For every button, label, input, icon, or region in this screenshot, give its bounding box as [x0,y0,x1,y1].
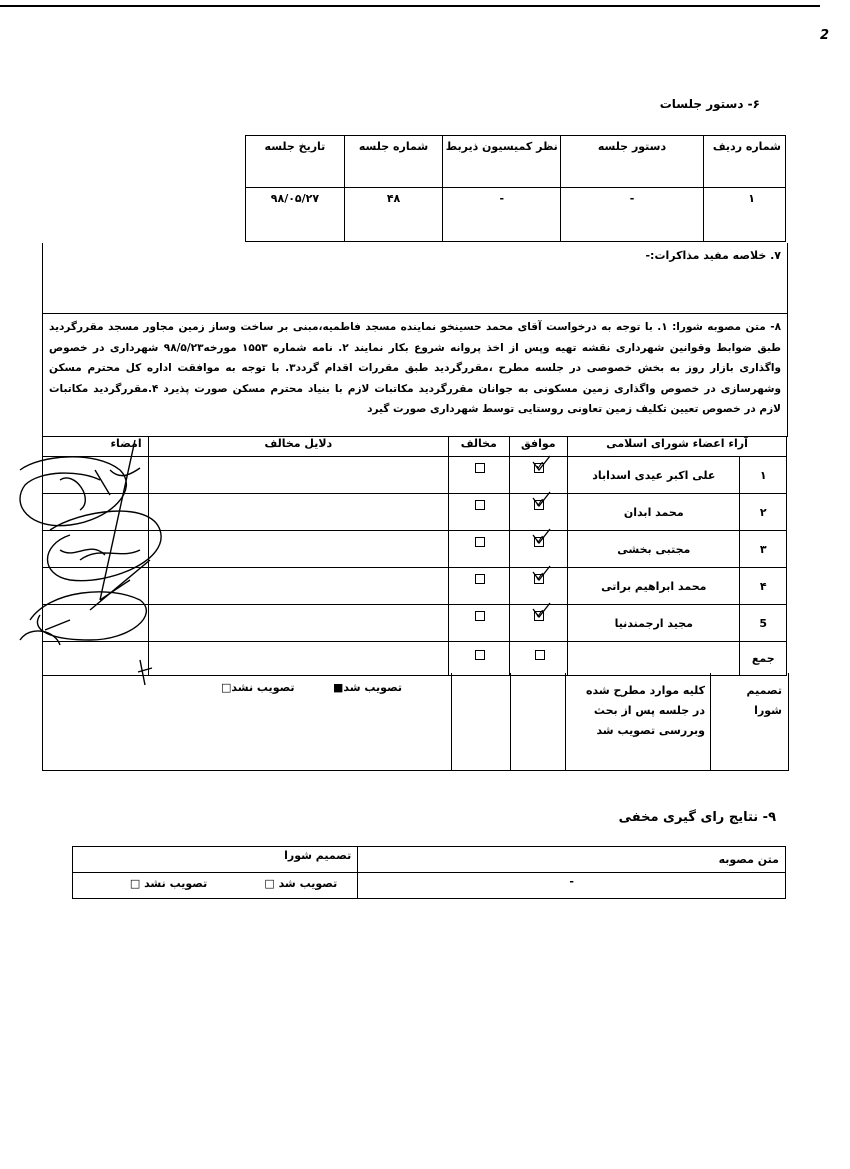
member-oppose-cell [449,457,510,494]
cell-council-decision [73,873,358,899]
member-number: ۳ [740,531,787,568]
member-agree-cell [509,605,568,642]
member-signature-cell [43,494,149,531]
total-name-cell [568,642,740,676]
cell-agenda: - [561,188,703,242]
member-signature-cell [43,568,149,605]
section8-text: ۸- متن مصوبه شورا: ۱. با توجه به درخواست آقای محمد حسینخو نماینده مسجد فاطمیه،مبنی بر ساخت وساز زمین مجاور مسجد مقررگردید طبق ضوابط وقوانین شهرداری نقشه تهیه وپس از اخذ پروانه شروع بکار نمایند ۲. نامه شماره ۱۵۵۳ مورخه۹۸/۵/۲۳ شهرداری در خصوص واگذاری بازار روز به بخش خصوصی در جلسه مطرح ،مقررگردید طبق مقررات اقدام گردد۳. با توجه به موافقت اداره کل محترم مسکن وشهرسازی در خصوص واگذاری زمین مسکونی به جوانان مقررگردید مکاتبات لازم با بنیاد محترم مسکن صورت پذیرد ۴.مقررگردید مکاتبات لازم در خصوص تعیین تکلیف زمین تعاونی روستایی توسط شهرداری صورت گیرد [42,314,788,437]
member-row [43,457,787,494]
decision-approved-label: تصویب شد■ [333,681,403,694]
header-row-number: شماره ردیف [703,136,785,188]
member-oppose-cell [449,605,510,642]
check-icon: ✓ [534,607,546,622]
page-mark: 2 [820,28,830,43]
section7-title: ۷. خلاصه مفید مذاکرات:- [645,249,781,262]
member-agree-cell [509,494,568,531]
member-oppose-cell [449,531,510,568]
header-reasons: دلایل مخالف [148,437,448,457]
header-commission: نظر کمیسیون ذیربط [443,136,561,188]
section9-title: ۹- نتایج رای گیری مخفی [618,810,776,825]
decision-text: کلیه موارد مطرح شده در جلسه پس از بحث وبررسی تصویب شد [586,684,705,737]
section7-box [42,243,788,314]
member-signature-cell [43,531,149,568]
member-signature-cell [43,457,149,494]
total-signature-cell [43,642,149,676]
total-agree-checkbox[interactable] [535,650,545,660]
oppose-checkbox[interactable] [475,611,485,621]
rejected-checkbox-icon[interactable]: □ [221,681,232,694]
member-number: 5 [740,605,787,642]
header-oppose: مخالف [449,437,510,457]
check-icon: ✓ [534,533,546,548]
approved-checkbox-icon[interactable]: ■ [333,681,344,694]
agenda-table [245,135,786,242]
secret-approved-label: تصویب شد □ [264,877,338,890]
member-signature-cell [43,605,149,642]
oppose-checkbox[interactable] [475,574,485,584]
decision-rejected-label: تصویب نشد□ [221,681,295,694]
member-reasons-cell [148,605,448,642]
header-signature: امضاء [43,437,149,457]
cell-session-date: ۹۸/۰۵/۲۷ [246,188,345,242]
member-number: ۱ [740,457,787,494]
member-name: محمد ابراهیم براتی [568,568,740,605]
member-name: مجید ارجمندنیا [568,605,740,642]
member-agree-cell [509,457,568,494]
header-council-decision: تصمیم شورا [73,847,358,873]
member-row [43,531,787,568]
header-agenda: دستور جلسه [561,136,703,188]
decision-divider-3 [510,673,511,770]
cell-session-number: ۴۸ [344,188,442,242]
member-oppose-cell [449,494,510,531]
secret-rejected-label: تصویب نشد □ [129,877,208,890]
decision-divider-4 [451,673,452,770]
header-members: آراء اعضاء شورای اسلامی [568,437,787,457]
header-session-date: تاریخ جلسه [246,136,345,188]
total-row [43,642,787,676]
check-icon: ✓ [534,496,546,511]
member-row [43,568,787,605]
member-row [43,605,787,642]
decision-divider-2 [565,673,566,770]
header-resolution-text: متن مصوبه [358,847,786,873]
oppose-checkbox[interactable] [475,463,485,473]
total-oppose-cell [449,642,510,676]
header-session-number: شماره جلسه [344,136,442,188]
total-oppose-checkbox[interactable] [475,650,485,660]
member-reasons-cell [148,494,448,531]
cell-row-number: ۱ [703,188,785,242]
member-name: محمد ابدان [568,494,740,531]
secret-approved-checkbox-icon[interactable]: □ [264,877,275,890]
check-icon: ✓ [534,570,546,585]
header-agree: موافق [509,437,568,457]
total-reasons-cell [148,642,448,676]
member-number: ۲ [740,494,787,531]
total-label: جمع [740,642,787,676]
member-row [43,494,787,531]
member-reasons-cell [148,568,448,605]
member-oppose-cell [449,568,510,605]
section6-title: ۶- دستور جلسات [659,97,760,111]
member-agree-cell [509,531,568,568]
check-icon: ✓ [534,459,546,474]
decision-divider-1 [710,673,711,770]
member-name: علی اکبر عیدی اسداباد [568,457,740,494]
secret-vote-table [72,846,786,899]
member-agree-cell [509,568,568,605]
member-number: ۴ [740,568,787,605]
secret-rejected-checkbox-icon[interactable]: □ [129,877,141,890]
decision-label: تصمیم شورا [746,684,782,717]
member-reasons-cell [148,531,448,568]
total-agree-cell [509,642,568,676]
top-border-line [0,0,820,7]
cell-resolution-text: - [358,873,786,899]
decision-box [42,673,789,771]
member-reasons-cell [148,457,448,494]
member-name: مجتبی بخشی [568,531,740,568]
cell-commission: - [443,188,561,242]
oppose-checkbox[interactable] [475,537,485,547]
oppose-checkbox[interactable] [475,500,485,510]
votes-table [42,436,787,676]
